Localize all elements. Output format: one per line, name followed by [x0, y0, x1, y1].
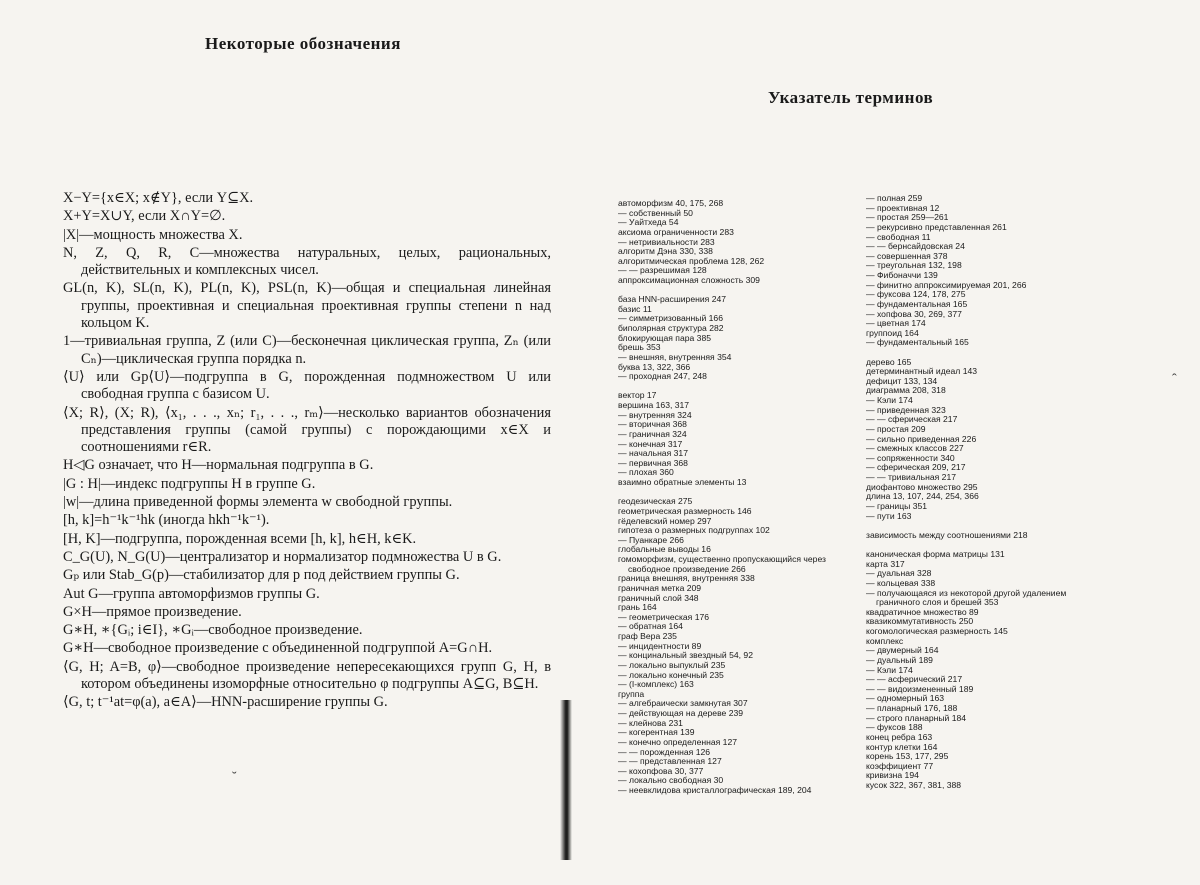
notation-entry: ⟨X; R⟩, (X; R), ⟨x₁, . . ., xₙ; r₁, . . ., rₘ⟩—несколько вариантов обозначения представления группы (самой группы) с порождающими x∈X и соотношениями r∈R.	[63, 404, 551, 456]
index-entry: аксиома ограниченности 283	[618, 226, 734, 237]
index-entry: диаграмма 208, 318	[866, 385, 946, 396]
index-entry: граф Вера 235	[618, 631, 677, 642]
binding-shadow	[560, 700, 572, 860]
index-entry: геометрическая размерность 146	[618, 505, 752, 516]
index-entry: — полная 259	[866, 193, 923, 203]
index-entry: — первичная 368	[618, 457, 688, 468]
index-entry: — — видоизмененный 189	[866, 683, 974, 694]
index-title: Указатель терминов	[768, 88, 934, 107]
index-entry: каноническая форма матрицы 131	[866, 549, 1005, 560]
index-entry: — собственный 50	[618, 207, 693, 218]
index-entry: — совершенная 378	[866, 250, 948, 261]
index-entry: буква 13, 322, 366	[618, 361, 691, 372]
index-entry: когомологическая размерность 145	[866, 626, 1008, 637]
notation-entry: ⟨G, H; A=B, φ⟩—свободное произведение непересекающихся групп G, H, в котором объединены изоморфные относительно φ подгруппы A⊆G, B⊆H.	[63, 658, 551, 693]
index-entry: гомоморфизм, существенно пропускающийся через свободное произведение 266	[618, 554, 826, 574]
notation-entry: G∗H, ∗{Gᵢ; i∈I}, ∗Gᵢ—свободное произведение.	[63, 622, 363, 639]
stray-mark-right: ˆ	[1172, 372, 1177, 387]
index-entry: — треугольная 132, 198	[866, 260, 962, 271]
index-entry: — (I-комплекс) 163	[618, 679, 694, 690]
index-entry: — внешняя, внутренняя 354	[618, 351, 732, 362]
index-entry: — Пуанкаре 266	[618, 534, 684, 545]
index-entry: группа	[618, 688, 645, 699]
index-entry: гёделевский номер 297	[618, 515, 712, 526]
index-entry: — фундаментальный 165	[866, 337, 969, 348]
index-entry: блокирующая пара 385	[618, 332, 712, 343]
index-entry: — конечно определенная 127	[618, 736, 738, 747]
stray-mark: ˘	[232, 770, 237, 785]
index-entry: детерминантный идеал 143	[866, 366, 978, 377]
index-entry: база HNN-расширения 247	[618, 294, 727, 305]
index-entry: кривизна 194	[866, 770, 919, 781]
index-entry: — нетривиальности 283	[618, 236, 715, 247]
notation-entry: [h, k]=h⁻¹k⁻¹hk (иногда hkh⁻¹k⁻¹).	[63, 512, 270, 529]
left-page	[0, 0, 598, 885]
index-entry: — локально выпуклый 235	[618, 659, 726, 670]
index-entry: кусок 322, 367, 381, 388	[866, 780, 962, 791]
notation-entry: G∗H—свободное произведение с объединенной подгруппой A=G∩H.	[63, 640, 493, 657]
index-entry: — алгебраически замкнутая 307	[618, 698, 748, 709]
index-entry: глобальные выводы 16	[618, 544, 711, 555]
index-entry: — простая 259—261	[866, 212, 949, 223]
index-column-left	[618, 199, 846, 796]
index-entry: — проективная 12	[866, 202, 940, 213]
index-entry: — начальная 317	[618, 448, 688, 459]
index-entry: брешь 353	[618, 342, 661, 353]
notation-entry: |w|—длина приведенной формы элемента w свободной группы.	[63, 494, 453, 511]
index-entry: — двумерный 164	[866, 645, 939, 656]
index-entry: граничная метка 209	[618, 582, 702, 593]
index-column-right	[866, 194, 1098, 791]
index-entry: — получающаяся из некоторой другой удалением граничного слоя и брешей 353	[866, 587, 1067, 608]
index-entry: взаимно обратные элементы 13	[618, 477, 747, 488]
index-entry: — кохопфова 30, 377	[618, 765, 704, 776]
index-entry: контур клетки 164	[866, 741, 938, 752]
index-entry: — границы 351	[866, 500, 928, 511]
index-entry: — — разрешимая 128	[618, 265, 707, 276]
notation-entry: N, Z, Q, R, C—множества натуральных, целых, рациональных, действительных и комплексных чисел.	[63, 244, 551, 279]
index-entry: длина 13, 107, 244, 254, 366	[866, 491, 979, 502]
notation-entry: G×H—прямое произведение.	[63, 603, 242, 620]
index-entry: — — бернсайдовская 24	[866, 241, 965, 252]
notation-entry: |G : H|—индекс подгруппы H в группе G.	[63, 475, 316, 492]
index-entry: базис 11	[618, 303, 652, 314]
index-entry: — Фибоначчи 139	[866, 270, 938, 280]
index-entry: граница внешняя, внутренняя 338	[618, 573, 755, 584]
notation-entry: C_G(U), N_G(U)—централизатор и нормализатор подмножества U в G.	[63, 548, 502, 565]
index-entry: — клейнова 231	[618, 717, 683, 728]
index-entry: — граничная 324	[618, 428, 687, 439]
notation-entry: X+Y=X∪Y, если X∩Y=∅.	[63, 208, 226, 225]
index-entry: геодезическая 275	[618, 496, 693, 507]
index-entry: зависимость между соотношениями 218	[866, 529, 1028, 540]
index-entry: — проходная 247, 248	[618, 371, 707, 382]
index-entry: — концинальный звездный 54, 92	[618, 650, 753, 661]
index-entry: — смежных классов 227	[866, 443, 964, 454]
index-entry: — вторичная 368	[618, 419, 687, 430]
index-entry: — конечная 317	[618, 438, 683, 449]
index-entry: алгоритмическая проблема 128, 262	[618, 255, 765, 266]
index-entry: грань 164	[618, 602, 657, 613]
index-entry: гипотеза о размерных подгруппах 102	[618, 525, 770, 536]
index-entry: — хопфова 30, 269, 377	[866, 308, 962, 319]
index-entry: комплекс	[866, 635, 904, 646]
index-entry: — — тривиальная 217	[866, 472, 957, 483]
index-entry: — плохая 360	[618, 467, 674, 478]
notation-entry: [H, K]—подгруппа, порожденная всеми [h, k], h∈H, k∈K.	[63, 530, 417, 547]
index-entry: дефицит 133, 134	[866, 375, 938, 386]
index-entry: квазикоммутативность 250	[866, 616, 974, 627]
index-entry: — сферическая 209, 217	[866, 462, 966, 473]
index-entry: — планарный 176, 188	[866, 703, 958, 714]
index-entry: — внутренняя 324	[618, 409, 692, 420]
index-entry: конец ребра 163	[866, 731, 933, 742]
index-entry: — одномерный 163	[866, 693, 945, 704]
notation-entry: Gₚ или Stab_G(p)—стабилизатор для p под действием группы G.	[63, 567, 460, 584]
index-entry: — геометрическая 176	[618, 611, 710, 622]
index-entry: — сильно приведенная 226	[866, 433, 977, 444]
index-entry: — действующая на дереве 239	[618, 708, 744, 719]
index-entry: вершина 163, 317	[618, 400, 690, 411]
index-entry: — Уайтхеда 54	[618, 217, 679, 228]
notations-title: Некоторые обозначения	[205, 34, 401, 53]
index-entry: — рекурсивно представленная 261	[866, 221, 1007, 232]
index-entry: — Кэли 174	[866, 664, 913, 675]
index-entry: биполярная структура 282	[618, 323, 724, 334]
index-entry: — — асферический 217	[866, 674, 963, 685]
index-entry: — пути 163	[866, 510, 912, 521]
index-entry: — когерентная 139	[618, 727, 695, 738]
index-entry: коэффициент 77	[866, 760, 934, 771]
index-entry: граничный слой 348	[618, 592, 699, 603]
index-entry: вектор 17	[618, 390, 657, 401]
index-entry: — финитно аппроксимируемая 201, 266	[866, 279, 1027, 290]
index-entry: — инцидентности 89	[618, 640, 702, 651]
index-entry: — дуальный 189	[866, 654, 933, 665]
index-entry: — кольцевая 338	[866, 577, 936, 588]
index-entry: — приведенная 323	[866, 404, 946, 415]
notation-entry: X−Y={x∈X; x∉Y}, если Y⊆X.	[63, 190, 254, 206]
index-entry: корень 153, 177, 295	[866, 751, 949, 762]
index-entry: — обратная 164	[618, 621, 683, 632]
index-entry: автоморфизм 40, 175, 268	[618, 198, 724, 208]
index-entry: дерево 165	[866, 356, 912, 367]
index-entry: диофантово множество 295	[866, 481, 978, 492]
index-entry: — свободная 11	[866, 231, 931, 242]
index-entry: квадратичное множество 89	[866, 606, 979, 617]
index-entry: — неевклидова кристаллографическая 189, 204	[618, 785, 812, 796]
notation-entry: H◁G означает, что H—нормальная подгруппа в G.	[63, 457, 374, 474]
index-entry: аппроксимационная сложность 309	[618, 275, 760, 285]
notation-entry: Aut G—группа автоморфизмов группы G.	[63, 585, 320, 602]
index-entry: — — представленная 127	[618, 756, 722, 767]
index-entry: — Кэли 174	[866, 395, 913, 406]
index-entry: — строго планарный 184	[866, 712, 967, 723]
notation-list	[63, 190, 551, 713]
index-entry: группоид 164	[866, 327, 919, 338]
index-entry: — цветная 174	[866, 318, 926, 329]
index-entry: — локально свободная 30	[618, 775, 724, 786]
index-entry: — фуксова 124, 178, 275	[866, 289, 966, 300]
notation-entry: 1—тривиальная группа, Z (или C)—бесконечная циклическая группа, Zₙ (или Cₙ)—циклическая группа порядка n.	[63, 333, 551, 367]
index-entry: — — сферическая 217	[866, 414, 958, 425]
index-entry: — фуксов 188	[866, 722, 923, 733]
index-entry: — фундаментальная 165	[866, 298, 968, 309]
notation-entry: GL(n, K), SL(n, K), PL(n, K), PSL(n, K)—общая и специальная линейная группы, проективная и специальная проективная группы степени n над кольцом K.	[63, 280, 551, 332]
index-entry: — симметризованный 166	[618, 313, 723, 324]
index-entry: — сопряженности 340	[866, 452, 955, 463]
notation-entry: ⟨U⟩ или Gp⟨U⟩—подгруппа в G, порожденная подмножеством U или свободная группа с базисом U.	[63, 368, 551, 403]
notation-entry: |X|—мощность множества X.	[63, 226, 243, 243]
index-entry: — — порожденная 126	[618, 746, 711, 757]
index-entry: алгоритм Дэна 330, 338	[618, 246, 713, 257]
index-entry: — простая 209	[866, 423, 926, 434]
index-entry: — дуальная 328	[866, 568, 932, 579]
index-entry: — локально конечный 235	[618, 669, 724, 680]
index-entry: карта 317	[866, 558, 905, 569]
notation-entry: ⟨G, t; t⁻¹at=φ(a), a∈A⟩—HNN-расширение группы G.	[63, 694, 388, 711]
